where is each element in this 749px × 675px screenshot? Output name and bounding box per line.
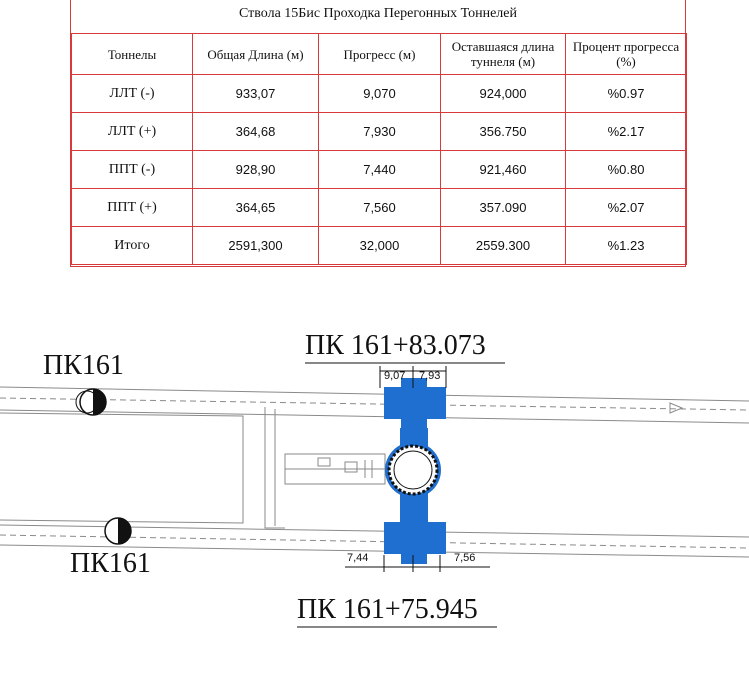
header-percent: Процент прогресса (%)	[566, 34, 687, 75]
cell-remaining: 357.090	[441, 189, 566, 227]
pk-label-top: ПК 161+83.073	[305, 330, 486, 361]
cell-tunnel: ППТ (+)	[72, 189, 193, 227]
cell-tunnel: ЛЛТ (+)	[72, 113, 193, 151]
pk-label-left-top: ПК161	[43, 350, 124, 381]
cell-progress: 32,000	[319, 227, 441, 265]
table-title: Ствола 15Бис Проходка Перегонных Тоннелей	[238, 6, 517, 21]
dimension-top-right: 7,93	[419, 370, 441, 382]
shaft-top-core	[401, 378, 427, 428]
cell-remaining: 924,000	[441, 75, 566, 113]
cell-remaining: 356.750	[441, 113, 566, 151]
dimension-top-left: 9,07	[384, 370, 406, 382]
cell-percent: %2.07	[566, 189, 687, 227]
shaft-bottom-core	[401, 516, 427, 564]
cell-remaining: 2559.300	[441, 227, 566, 265]
direction-arrow-icon	[670, 403, 682, 413]
cell-tunnel: Итого	[72, 227, 193, 265]
pk-marker-top-icon	[76, 389, 106, 415]
pk-label-bottom: ПК 161+75.945	[297, 594, 478, 625]
header-total-length: Общая Длина (м)	[193, 34, 319, 75]
cell-length: 2591,300	[193, 227, 319, 265]
cell-length: 933,07	[193, 75, 319, 113]
cell-tunnel: ЛЛТ (-)	[72, 75, 193, 113]
cell-progress: 7,560	[319, 189, 441, 227]
cell-length: 928,90	[193, 151, 319, 189]
header-tunnels: Тоннелы	[72, 34, 193, 75]
cell-percent: %0.97	[566, 75, 687, 113]
cell-percent: %2.17	[566, 113, 687, 151]
cell-progress: 9,070	[319, 75, 441, 113]
upper-tunnel-axis	[0, 398, 749, 410]
upper-tunnel-wall	[0, 387, 749, 401]
upper-tunnel-wall	[0, 410, 749, 423]
dimension-bottom-right: 7,56	[454, 552, 476, 564]
header-progress: Прогресс (м)	[319, 34, 441, 75]
cell-length: 364,68	[193, 113, 319, 151]
header-remaining: Оставшаяся длина туннеля (м)	[441, 34, 566, 75]
cell-tunnel: ППТ (-)	[72, 151, 193, 189]
cell-progress: 7,930	[319, 113, 441, 151]
cell-percent: %1.23	[566, 227, 687, 265]
shaft-ring-icon	[385, 442, 441, 498]
cell-length: 364,65	[193, 189, 319, 227]
cell-progress: 7,440	[319, 151, 441, 189]
dimension-bottom-left: 7,44	[347, 552, 369, 564]
cell-remaining: 921,460	[441, 151, 566, 189]
cell-percent: %0.80	[566, 151, 687, 189]
pk-marker-bottom-icon	[105, 518, 131, 544]
pk-label-left-bottom: ПК161	[70, 548, 151, 579]
